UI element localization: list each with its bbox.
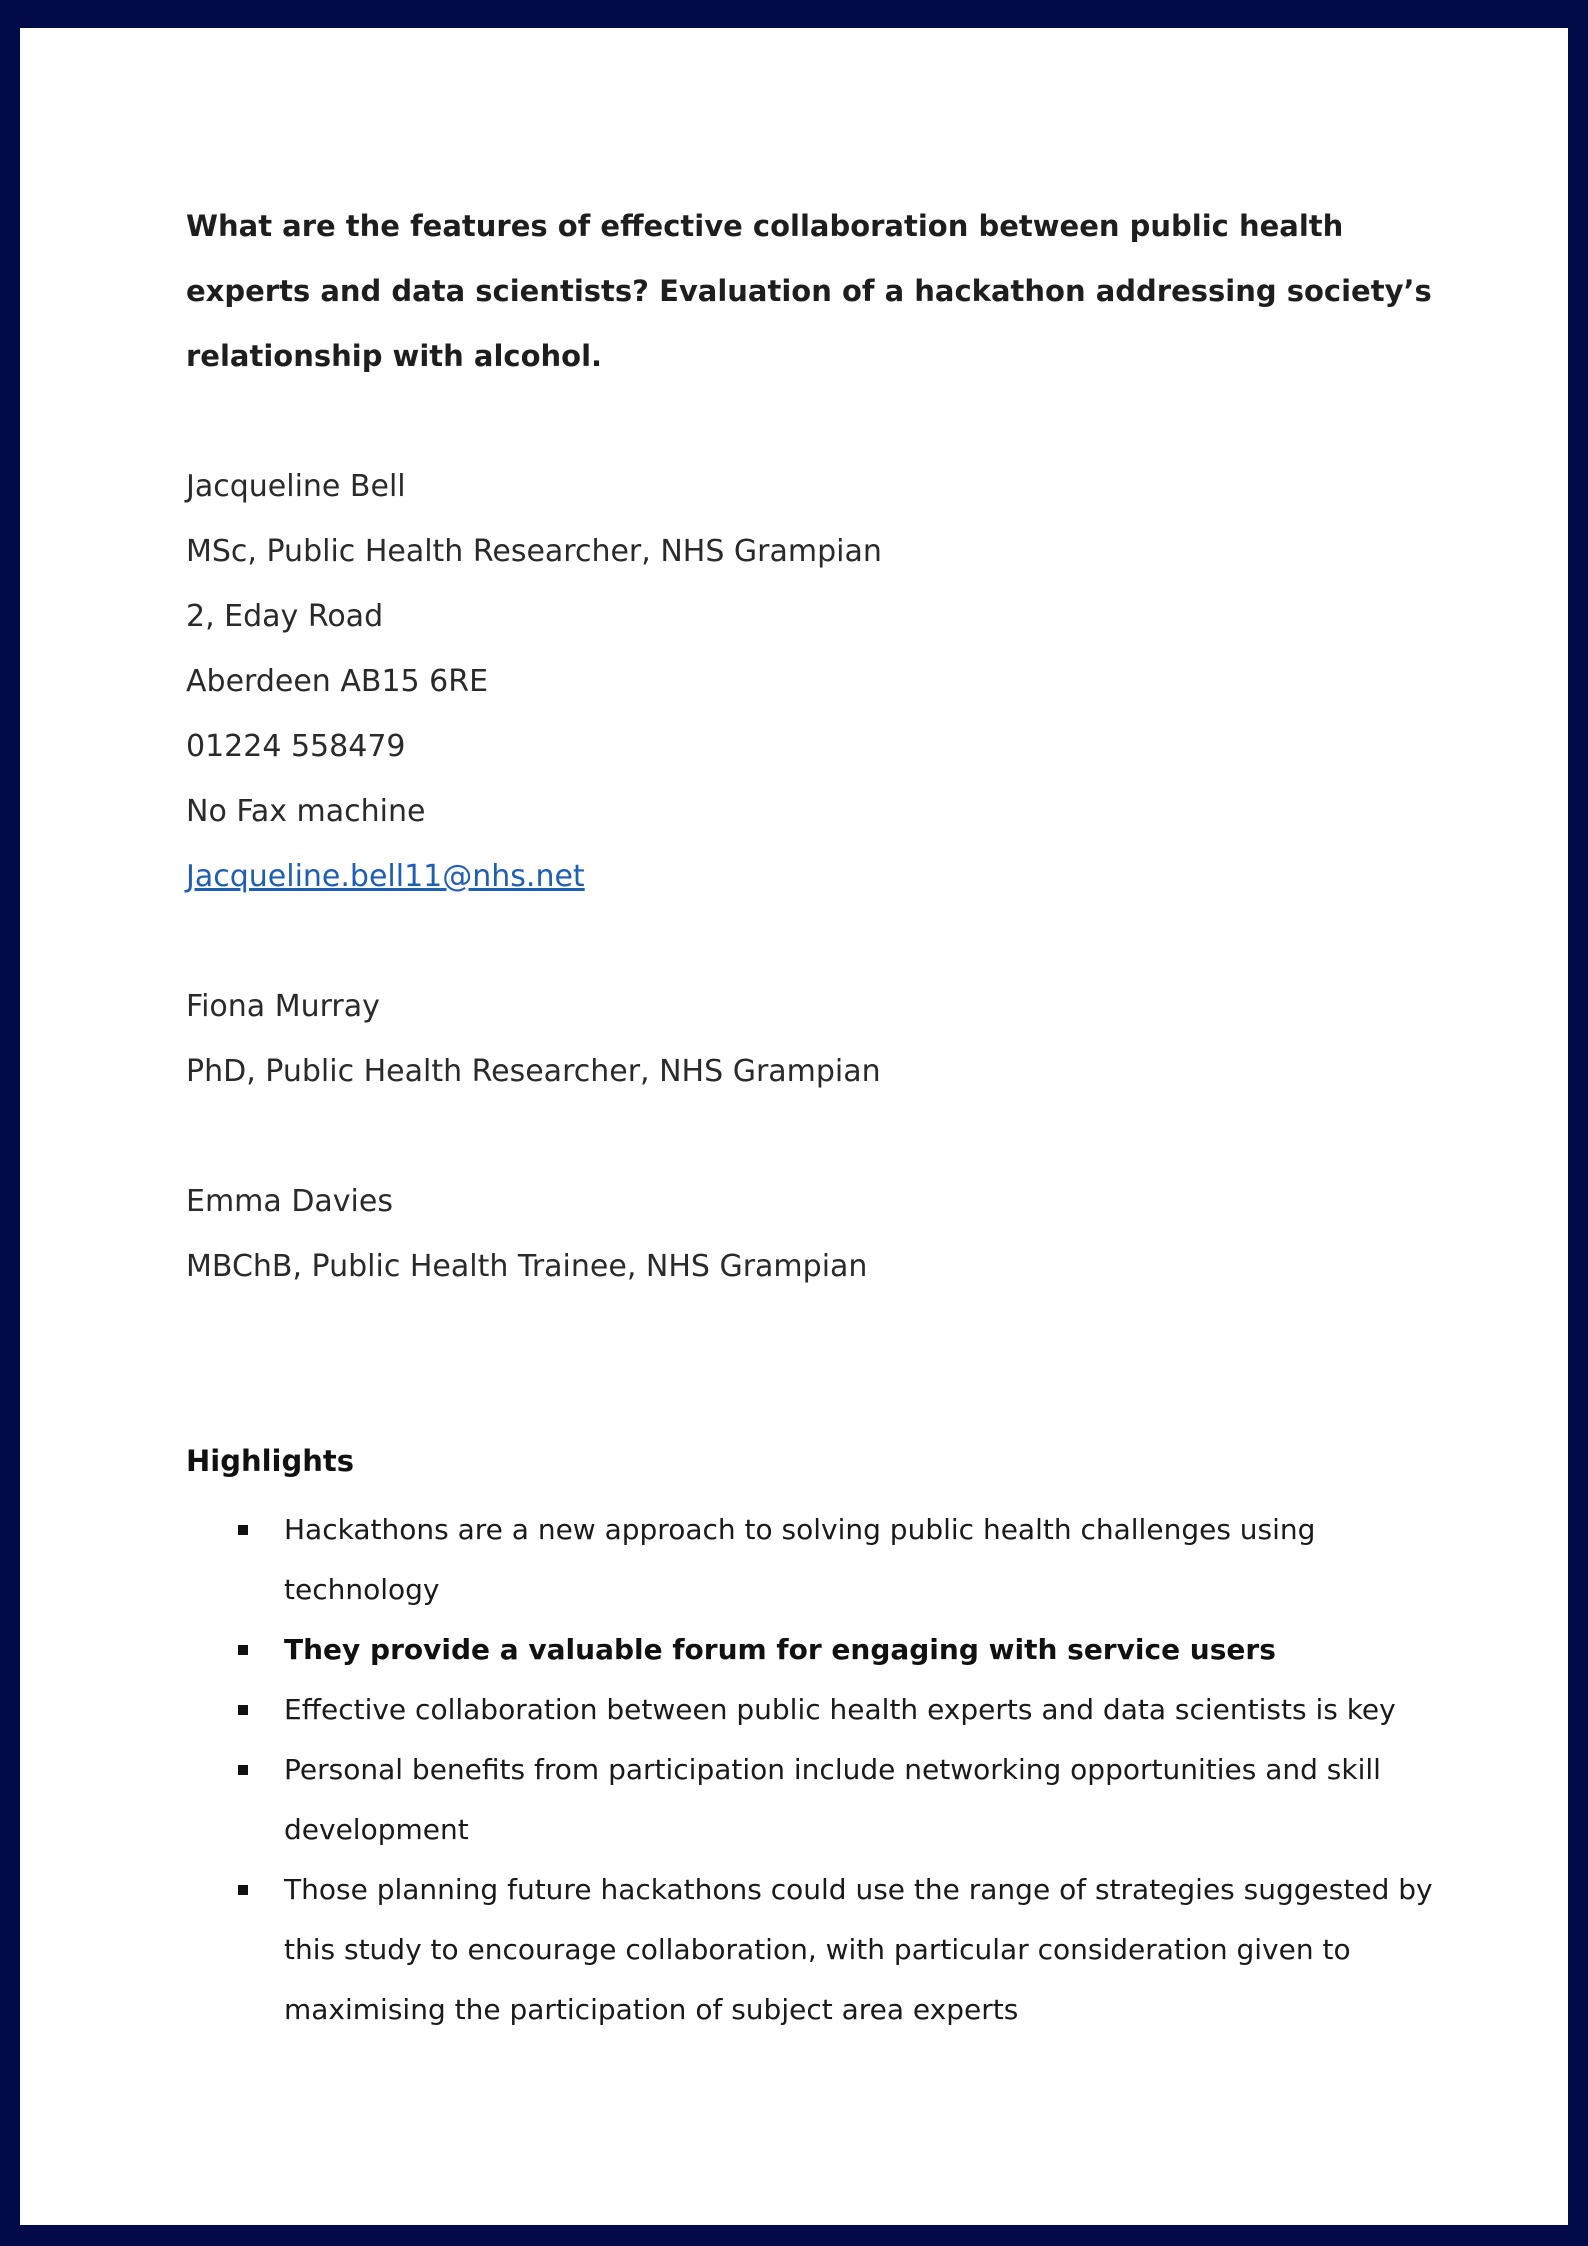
author-name: Emma Davies [186, 1184, 393, 1219]
highlight-text: Effective collaboration between public health experts and data scientists is key [284, 1693, 1396, 1726]
paper-title: What are the features of effective collaboration between public health experts and data scientists? Evaluation of a hackathon addressing society’s relationship with alcohol. [186, 209, 1432, 373]
author-role: MBChB, Public Health Trainee, NHS Grampian [186, 1249, 868, 1284]
highlight-item [186, 1620, 1446, 1680]
author-role: MSc, Public Health Researcher, NHS Grampian [186, 534, 882, 569]
highlight-text: Those planning future hackathons could use the range of strategies suggested by this study to encourage collaboration, with particular consideration given to maximising the participation of subject area experts [284, 1873, 1433, 2026]
highlight-item [186, 1500, 1446, 1620]
author-name: Jacqueline Bell [186, 469, 406, 504]
square-bullet-icon [238, 1705, 248, 1715]
author-address-line-2: Aberdeen AB15 6RE [186, 664, 489, 699]
square-bullet-icon [238, 1525, 248, 1535]
highlight-text: Personal benefits from participation include networking opportunities and skill development [284, 1753, 1381, 1846]
square-bullet-icon [238, 1645, 248, 1655]
author-block-3 [186, 1169, 1446, 1299]
author-block-1 [186, 454, 1446, 909]
highlights-heading: Highlights [186, 1444, 355, 1478]
author-role: PhD, Public Health Researcher, NHS Grampian [186, 1054, 881, 1089]
author-block-2 [186, 974, 1446, 1104]
highlight-text: Hackathons are a new approach to solving public health challenges using technology [284, 1513, 1316, 1606]
author-fax: No Fax machine [186, 794, 426, 829]
author-email-link[interactable]: Jacqueline.bell11@nhs.net [186, 859, 585, 894]
document-page [20, 28, 1568, 2225]
highlight-text: They provide a valuable forum for engaging with service users [284, 1633, 1276, 1666]
author-address-line-1: 2, Eday Road [186, 599, 384, 634]
document-content [186, 194, 1446, 2040]
highlight-item [186, 1680, 1446, 1740]
author-name: Fiona Murray [186, 989, 380, 1024]
square-bullet-icon [238, 1885, 248, 1895]
author-email-line [186, 844, 1446, 909]
highlights-list [186, 1500, 1446, 2040]
author-phone: 01224 558479 [186, 729, 406, 764]
square-bullet-icon [238, 1765, 248, 1775]
highlight-item [186, 1740, 1446, 1860]
highlight-item [186, 1860, 1446, 2040]
